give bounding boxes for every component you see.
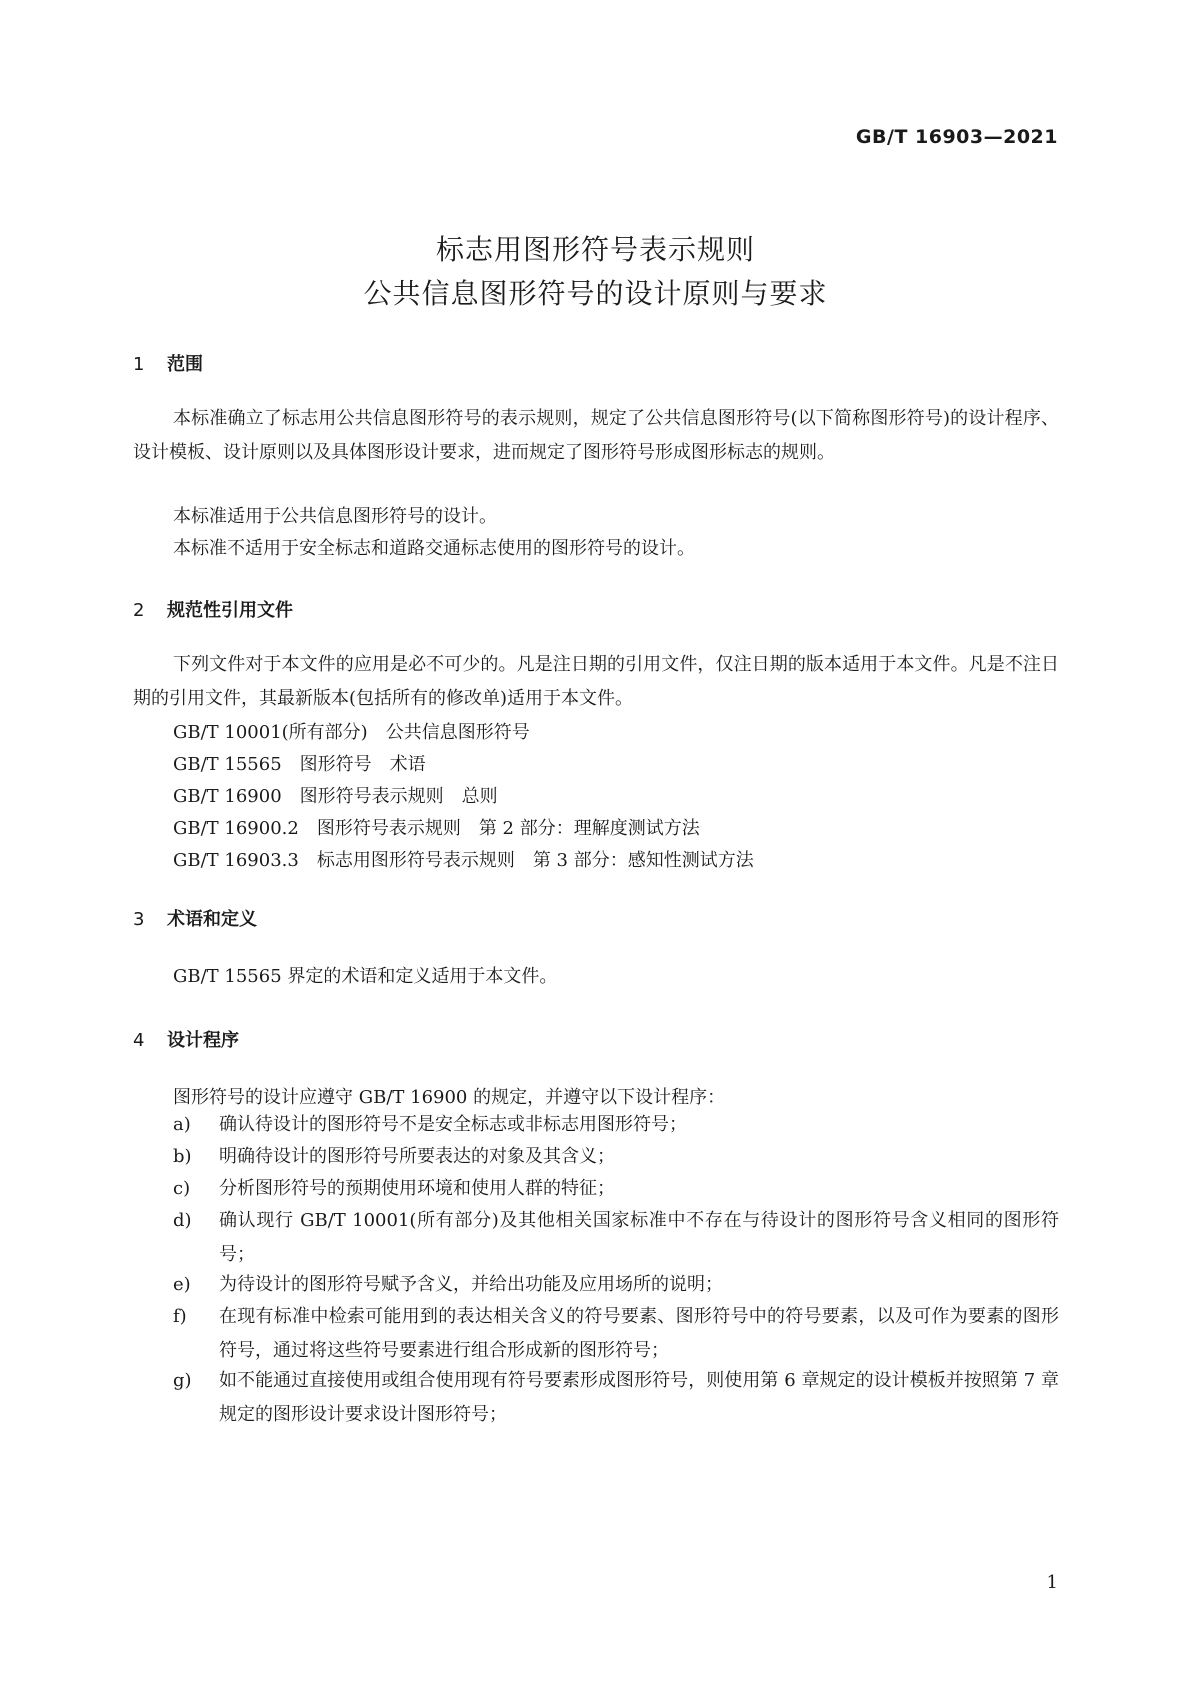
section-title: 术语和定义 xyxy=(167,909,257,930)
reference-item: GB/T 10001(所有部分) 公共信息图形符号 xyxy=(173,722,530,743)
list-item-label: b) xyxy=(173,1146,192,1167)
list-item-label: e) xyxy=(173,1274,191,1295)
section-2-intro: 下列文件对于本文件的应用是必不可少的。凡是注日期的引用文件，仅注日期的版本适用于本文件。凡是不注日期的引用文件，其最新版本(包括所有的修改单)适用于本文件。 xyxy=(133,654,1059,709)
list-item-text: 为待设计的图形符号赋予含义，并给出功能及应用场所的说明； xyxy=(219,1274,723,1295)
page-number: 1 xyxy=(1046,1572,1058,1593)
list-item-label: a) xyxy=(173,1114,191,1135)
list-item xyxy=(173,1364,1059,1432)
reference-item: GB/T 16900 图形符号表示规则 总则 xyxy=(173,786,498,807)
reference-item: GB/T 16900.2 图形符号表示规则 第 2 部分：理解度测试方法 xyxy=(173,818,700,839)
section-number: 2 xyxy=(133,600,145,621)
list-item-label: f) xyxy=(173,1306,187,1327)
list-item xyxy=(173,1268,1059,1302)
list-item-text: 明确待设计的图形符号所要表达的对象及其含义； xyxy=(219,1146,615,1167)
list-item-text: 确认现行 GB/T 10001(所有部分)及其他相关国家标准中不存在与待设计的图形符号含义相同的图形符号； xyxy=(219,1210,1059,1265)
section-4-heading xyxy=(133,1026,239,1052)
list-item-label: c) xyxy=(173,1178,191,1199)
list-item-text: 在现有标准中检索可能用到的表达相关含义的符号要素、图形符号中的符号要素，以及可作为要素的图形符号，通过将这些符号要素进行组合形成新的图形符号； xyxy=(219,1306,1059,1361)
standard-id: GB/T 16903—2021 xyxy=(855,126,1058,148)
list-item-text: 如不能通过直接使用或组合使用现有符号要素形成图形符号，则使用第 6 章规定的设计模板并按照第 7 章规定的图形设计要求设计图形符号； xyxy=(219,1370,1059,1425)
section-number: 1 xyxy=(133,354,145,375)
section-number: 3 xyxy=(133,909,145,930)
section-1-paragraph-1: 本标准确立了标志用公共信息图形符号的表示规则，规定了公共信息图形符号(以下简称图形符号)的设计程序、设计模板、设计原则以及具体图形设计要求，进而规定了图形符号形成图形标志的规则。 xyxy=(133,408,1059,463)
section-3-heading xyxy=(133,905,257,931)
section-4-intro: 图形符号的设计应遵守 GB/T 16900 的规定，并遵守以下设计程序： xyxy=(173,1087,726,1108)
section-1-heading xyxy=(133,350,203,376)
section-title: 设计程序 xyxy=(167,1030,239,1051)
list-item xyxy=(173,1172,1059,1206)
reference-item: GB/T 16903.3 标志用图形符号表示规则 第 3 部分：感知性测试方法 xyxy=(173,850,754,871)
title-line-2: 公共信息图形符号的设计原则与要求 xyxy=(363,277,828,310)
title-line-1: 标志用图形符号表示规则 xyxy=(435,233,755,266)
reference-item: GB/T 15565 图形符号 术语 xyxy=(173,754,426,775)
list-item xyxy=(173,1140,1059,1174)
list-item xyxy=(173,1300,1059,1368)
list-item-label: g) xyxy=(173,1370,192,1391)
list-item-text: 分析图形符号的预期使用环境和使用人群的特征； xyxy=(219,1178,615,1199)
list-item-label: d) xyxy=(173,1210,192,1231)
list-item xyxy=(173,1204,1059,1272)
section-number: 4 xyxy=(133,1030,145,1051)
section-3-text: GB/T 15565 界定的术语和定义适用于本文件。 xyxy=(173,966,558,987)
list-item xyxy=(173,1108,1059,1142)
section-2-heading xyxy=(133,596,293,622)
section-title: 规范性引用文件 xyxy=(167,600,293,621)
section-title: 范围 xyxy=(167,354,203,375)
section-1-paragraph-2: 本标准适用于公共信息图形符号的设计。 xyxy=(173,506,497,527)
list-item-text: 确认待设计的图形符号不是安全标志或非标志用图形符号； xyxy=(219,1114,687,1135)
section-1-paragraph-3: 本标准不适用于安全标志和道路交通标志使用的图形符号的设计。 xyxy=(173,538,695,559)
